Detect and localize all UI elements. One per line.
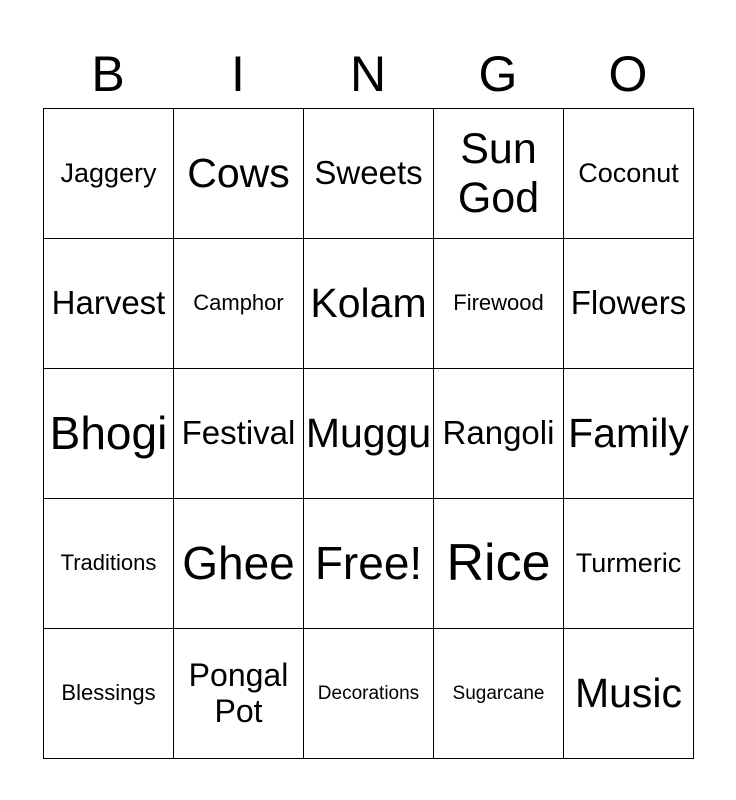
bingo-cell[interactable] xyxy=(564,239,694,369)
bingo-cell[interactable] xyxy=(174,239,304,369)
cell-text: Decorations xyxy=(317,682,420,704)
cell-text: Blessings xyxy=(61,680,156,706)
header-letter-o: O xyxy=(608,46,648,102)
bingo-cell[interactable] xyxy=(434,369,564,499)
bingo-cell[interactable] xyxy=(434,239,564,369)
cell-text: Sugarcane xyxy=(452,682,545,704)
cell-text: Cows xyxy=(187,149,290,196)
bingo-cell[interactable] xyxy=(44,369,174,499)
free-space-cell[interactable] xyxy=(304,499,434,629)
cell-text: Bhogi xyxy=(49,406,168,459)
bingo-cell[interactable] xyxy=(174,369,304,499)
bingo-cell[interactable] xyxy=(304,369,434,499)
cell-text: Sweets xyxy=(314,154,423,192)
cell-text: Music xyxy=(574,669,683,716)
free-space-text: Free! xyxy=(314,536,423,589)
bingo-cell[interactable] xyxy=(44,629,174,759)
bingo-cell[interactable] xyxy=(174,499,304,629)
cell-text: Sun God xyxy=(457,125,540,222)
cell-text: Pongal Pot xyxy=(188,656,289,729)
bingo-card xyxy=(43,40,694,759)
bingo-cell[interactable] xyxy=(304,109,434,239)
bingo-grid xyxy=(43,108,694,759)
cell-text: Traditions xyxy=(60,550,157,576)
cell-text: Jaggery xyxy=(60,158,157,189)
bingo-cell[interactable] xyxy=(44,109,174,239)
bingo-cell[interactable] xyxy=(44,499,174,629)
cell-text: Ghee xyxy=(182,536,295,589)
cell-text: Muggu xyxy=(305,409,432,456)
header-letter-n: N xyxy=(349,46,387,102)
bingo-cell[interactable] xyxy=(564,109,694,239)
bingo-header xyxy=(43,40,694,108)
bingo-cell[interactable] xyxy=(564,499,694,629)
cell-text: Rangoli xyxy=(442,414,555,452)
header-letter-g: G xyxy=(478,46,518,102)
cell-text: Firewood xyxy=(453,290,544,316)
header-letter-i: I xyxy=(231,46,245,102)
bingo-cell[interactable] xyxy=(174,109,304,239)
bingo-cell[interactable] xyxy=(304,239,434,369)
cell-text: Camphor xyxy=(193,290,284,316)
bingo-cell[interactable] xyxy=(434,499,564,629)
bingo-cell[interactable] xyxy=(564,629,694,759)
bingo-cell[interactable] xyxy=(44,239,174,369)
cell-text: Flowers xyxy=(570,284,687,322)
cell-text: Festival xyxy=(181,414,296,452)
cell-text: Turmeric xyxy=(575,548,682,579)
cell-text: Kolam xyxy=(310,279,427,326)
bingo-cell[interactable] xyxy=(434,629,564,759)
header-letter-b: B xyxy=(91,46,125,102)
bingo-cell[interactable] xyxy=(564,369,694,499)
cell-text: Harvest xyxy=(51,284,166,322)
cell-text: Family xyxy=(568,409,689,456)
bingo-cell[interactable] xyxy=(304,629,434,759)
bingo-cell[interactable] xyxy=(434,109,564,239)
bingo-cell[interactable] xyxy=(174,629,304,759)
cell-text: Rice xyxy=(446,534,551,593)
cell-text: Coconut xyxy=(578,158,679,189)
